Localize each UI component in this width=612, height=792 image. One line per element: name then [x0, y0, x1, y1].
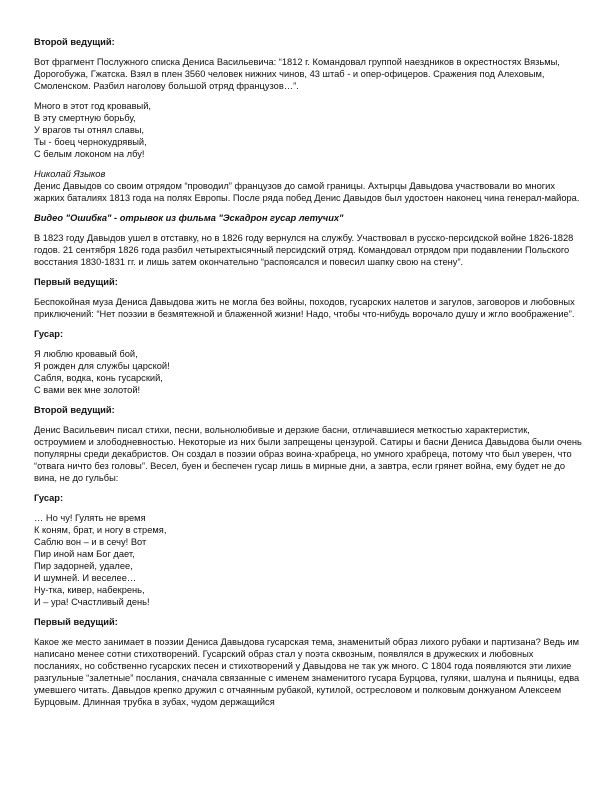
verse-line: К коням, брат, и ногу в стремя,: [34, 525, 167, 535]
verse-line: И – ура! Счастливый день!: [34, 597, 150, 607]
paragraph: Денис Васильевич писал стихи, песни, вольнолюбивые и дерзкие басни, отличавшиеся меткостью характеристик, остроумием и злободневностью. Некоторые из них были запрещены цензурой. Сатиры и басни Дениса Давыдова были очень популярны среди декабристов. Он создал в поэзии образ воина-храбреца, но умного храбреца, потому что был уверен, что “отвага ничто без головы”. Весел, буен и беспечен гусар лишь в мирные дни, а завтра, если грянет война, ему будет не до вина, не до гульбы:: [34, 425, 582, 483]
verse-line: С вами век мне золотой!: [34, 385, 141, 395]
verse-block: [34, 348, 582, 396]
verse-line: Ну-тка, кивер, набекрень,: [34, 585, 145, 595]
speaker-heading: Второй ведущий:: [34, 37, 115, 47]
author-paragraph: [34, 168, 582, 204]
verse-line: В эту смертную борьбу,: [34, 113, 136, 123]
verse-line: С белым локоном на лбу!: [34, 149, 145, 159]
speaker-heading: Второй ведущий:: [34, 405, 115, 415]
paragraph: Беспокойная муза Дениса Давыдова жить не могла без войны, походов, гусарских налетов и загулов, заговоров и любовных приключений: “Нет поэзии в безмятежной и блаженной жизни! Надо, чтобы что-нибудь ворочало душу и жгло воображение”.: [34, 297, 575, 319]
speaker-heading: Гусар:: [34, 493, 64, 503]
paragraph: Вот фрагмент Послужного списка Дениса Васильевича: “1812 г. Командовал группой наездников в окрестностях Вязьмы, Дорогобужа, Гжатска. Взял в плен 3560 человек нижних чинов, 43 штаб - и опер-офицеров. Сражения под Алеховым, Смоленском. Разбил наголову большой отряд французов…”.: [34, 57, 560, 91]
verse-line: Я рожден для службы царской!: [34, 361, 170, 371]
paragraph: Денис Давыдов со своим отрядом “проводил” французов до самой границы. Ахтырцы Давыдова участвовали во многих жарких баталиях 1813 года на полях Европы. После ряда побед Денис Давыдов был удостоен наконец чина генерал-майора.: [34, 181, 580, 203]
verse-line: Пир задорней, удалее,: [34, 561, 133, 571]
verse-line: Сабля, водка, конь гусарский,: [34, 373, 163, 383]
speaker-heading: Первый ведущий:: [34, 617, 118, 627]
verse-line: И шумней. И веселее…: [34, 573, 137, 583]
verse-line: … Но чу! Гулять не время: [34, 513, 146, 523]
document-page: [34, 36, 582, 716]
verse-line: У врагов ты отнял славы,: [34, 125, 145, 135]
speaker-heading: Первый ведущий:: [34, 277, 118, 287]
verse-line: Пир иной нам Бог дает,: [34, 549, 135, 559]
video-caption: Видео "Ошибка" - отрывок из фильма "Эскадрон гусар летучих": [34, 213, 344, 223]
verse-line: Я люблю кровавый бой,: [34, 349, 138, 359]
paragraph: Какое же место занимает в поэзии Дениса Давыдова гусарская тема, знаменитый образ лихого рубаки и партизана? Ведь им написано менее сотни стихотворений. Гусарский образ стал у поэта сквозным, появлялся в дружеских и любовных посланиях, но собственно гусарских песен и стихотворений у Давыдова не так уж много. С 1804 года появляются эти лихие разгульные “залетные” послания, сначала связанные с именем знаменитого гусара Бурцова, гуляки, шалуна и пьяницы, едва умевшего читать. Давыдов крепко дружил с отчаянным рубакой, кутилой, остресловом и полковым донжуаном Алексеем Бурцовым. Длинная трубка в зубах, чудом держащийся: [34, 637, 580, 707]
verse-block: [34, 100, 582, 160]
verse-line: Саблю вон – и в сечу! Вот: [34, 537, 147, 547]
verse-line: Ты - боец чернокудрявый,: [34, 137, 147, 147]
poem-author: Николай Языков: [34, 169, 106, 179]
paragraph: В 1823 году Давыдов ушел в отставку, но в 1826 году вернулся на службу. Участвовал в русско-персидской войне 1826-1828 годов. 21 сентября 1826 года разбил четырехтысячный персидский отряд. Командовал отрядом при подавлении Польского восстания 1830-1831 гг. и лишь затем окончательно “распоясался и повесил шапку свою на стену”.: [34, 233, 574, 267]
verse-line: Много в этот год кровавый,: [34, 101, 151, 111]
speaker-heading: Гусар:: [34, 329, 64, 339]
verse-block: [34, 512, 582, 608]
